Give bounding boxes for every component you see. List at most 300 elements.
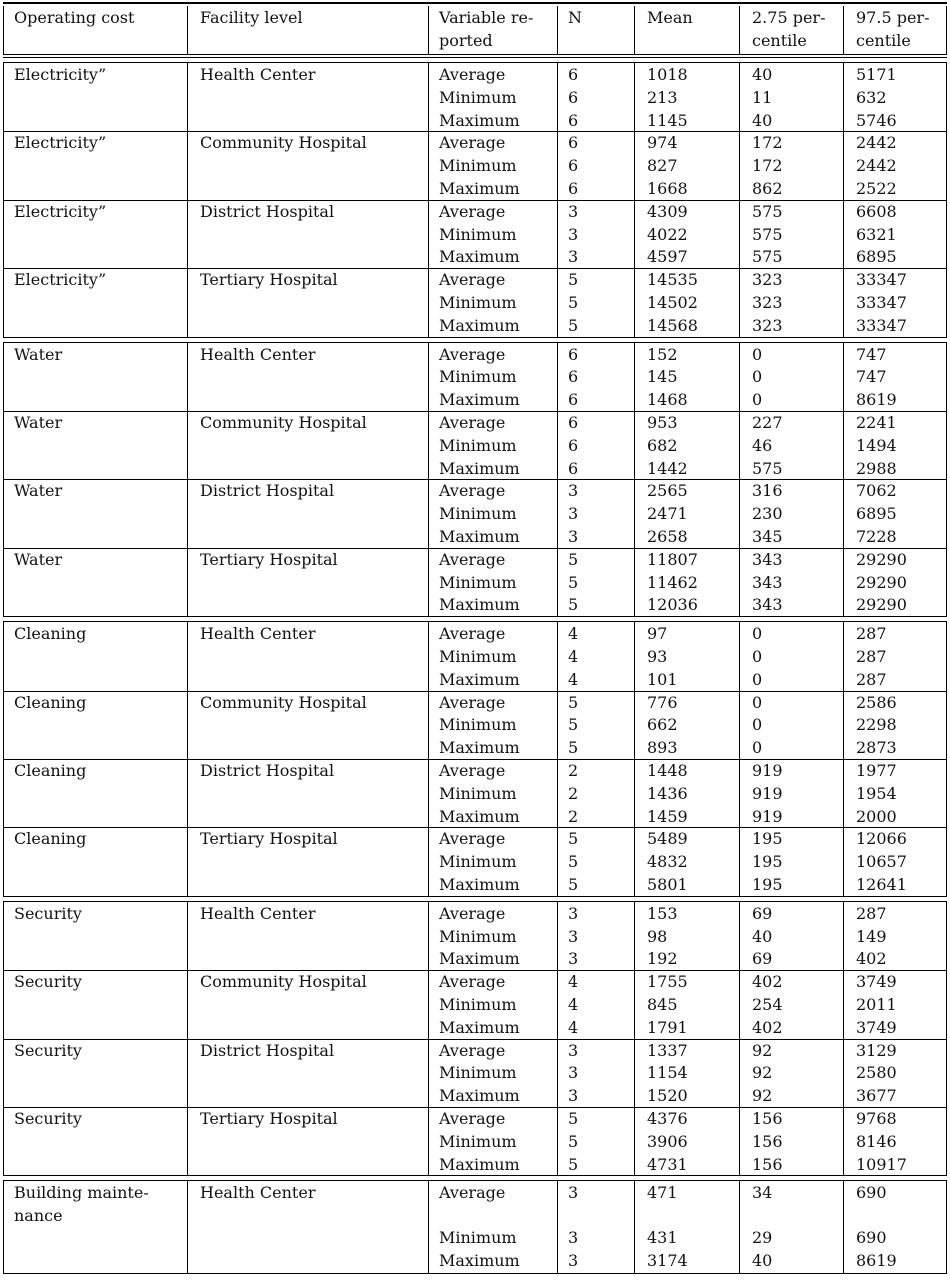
p2-75-cell: 316 xyxy=(752,481,783,501)
p97-5-cell: 29290 xyxy=(856,595,907,615)
n-cell: 5 xyxy=(568,692,579,712)
mean-cell: 1442 xyxy=(647,458,688,478)
p2-75-cell: 254 xyxy=(752,994,783,1014)
column-divider xyxy=(428,1181,429,1272)
n-cell: 6 xyxy=(568,179,579,198)
column-divider xyxy=(557,1181,558,1272)
p97-5-cell: 33347 xyxy=(856,270,907,290)
n-cell: 2 xyxy=(568,783,579,803)
variable-reported-cell: Maximum xyxy=(439,526,520,546)
p97-5-cell: 2298 xyxy=(856,715,897,735)
mean-cell: 682 xyxy=(647,435,678,455)
n-cell: 5 xyxy=(568,315,579,335)
variable-reported-cell: Average xyxy=(439,481,506,501)
p2-75-cell: 92 xyxy=(752,1086,773,1106)
n-cell: 2 xyxy=(568,760,579,780)
p97-5-cell: 2580 xyxy=(856,1063,897,1083)
header-rule xyxy=(3,54,947,55)
p97-5-cell: 2011 xyxy=(856,994,897,1014)
n-cell: 3 xyxy=(568,949,579,969)
p97-5-cell: 12641 xyxy=(856,874,907,894)
column-header: 97.5 per- centile xyxy=(856,8,930,50)
variable-reported-cell: Average xyxy=(439,692,506,712)
variable-reported-cell: Average xyxy=(439,1183,506,1203)
variable-reported-cell: Maximum xyxy=(439,806,520,826)
p97-5-cell: 402 xyxy=(856,949,887,969)
p97-5-cell: 7062 xyxy=(856,481,897,501)
p2-75-cell: 323 xyxy=(752,270,783,290)
mean-cell: 1520 xyxy=(647,1086,688,1106)
mean-cell: 4832 xyxy=(647,852,688,872)
operating-cost-label: Cleaning xyxy=(14,692,87,712)
facility-level-label: Health Center xyxy=(200,624,316,644)
variable-reported-cell: Minimum xyxy=(439,1131,517,1151)
p97-5-cell: 5746 xyxy=(856,110,897,130)
p97-5-cell: 2988 xyxy=(856,458,897,478)
p2-75-cell: 29 xyxy=(752,1227,773,1247)
mean-cell: 1448 xyxy=(647,760,688,780)
variable-reported-cell: Average xyxy=(439,549,506,569)
p2-75-cell: 323 xyxy=(752,293,783,312)
facility-level-label: Health Center xyxy=(200,344,316,364)
mean-cell: 1145 xyxy=(647,110,688,130)
n-cell: 5 xyxy=(568,852,579,872)
p97-5-cell: 8619 xyxy=(856,390,897,410)
operating-cost-label: Water xyxy=(14,412,63,432)
operating-cost-label: Water xyxy=(14,481,63,501)
n-cell: 6 xyxy=(568,65,579,84)
n-cell: 3 xyxy=(568,481,579,501)
mean-cell: 953 xyxy=(647,412,678,432)
variable-reported-cell: Minimum xyxy=(439,1227,517,1247)
p2-75-cell: 0 xyxy=(752,738,763,758)
p2-75-cell: 156 xyxy=(752,1108,783,1128)
p97-5-cell: 6608 xyxy=(856,201,897,221)
n-cell: 5 xyxy=(568,715,579,735)
p97-5-cell: 2442 xyxy=(856,156,897,176)
variable-reported-cell: Minimum xyxy=(439,224,517,244)
variable-reported-cell: Minimum xyxy=(439,994,517,1014)
cost-group xyxy=(3,621,947,897)
p97-5-cell: 3677 xyxy=(856,1086,897,1106)
n-cell: 3 xyxy=(568,1250,579,1270)
cost-group xyxy=(3,342,947,618)
variable-reported-cell: Maximum xyxy=(439,1250,520,1270)
mean-cell: 11807 xyxy=(647,549,698,569)
n-cell: 5 xyxy=(568,595,579,615)
variable-reported-cell: Minimum xyxy=(439,572,517,592)
n-cell: 3 xyxy=(568,1063,579,1083)
operating-cost-label: Electricity” xyxy=(14,65,107,84)
variable-reported-cell: Minimum xyxy=(439,715,517,735)
variable-reported-cell: Average xyxy=(439,65,506,84)
column-divider xyxy=(739,1181,740,1272)
p97-5-cell: 2873 xyxy=(856,738,897,758)
n-cell: 3 xyxy=(568,1183,579,1203)
variable-reported-cell: Average xyxy=(439,829,506,849)
p97-5-cell: 5171 xyxy=(856,65,897,84)
p97-5-cell: 6895 xyxy=(856,504,897,524)
facility-level-label: Tertiary Hospital xyxy=(200,549,338,569)
header-rule xyxy=(3,57,947,58)
p97-5-cell: 2522 xyxy=(856,179,897,198)
mean-cell: 431 xyxy=(647,1227,678,1247)
p97-5-cell: 6321 xyxy=(856,224,897,244)
p97-5-cell: 3129 xyxy=(856,1040,897,1060)
n-cell: 5 xyxy=(568,738,579,758)
operating-cost-label: Cleaning xyxy=(14,624,87,644)
p97-5-cell: 2241 xyxy=(856,412,897,432)
p2-75-cell: 919 xyxy=(752,806,783,826)
variable-reported-cell: Average xyxy=(439,903,506,923)
n-cell: 3 xyxy=(568,1040,579,1060)
n-cell: 6 xyxy=(568,412,579,432)
column-divider xyxy=(843,1181,844,1272)
operating-cost-label: Electricity” xyxy=(14,270,107,290)
n-cell: 4 xyxy=(568,1017,579,1037)
mean-cell: 98 xyxy=(647,926,668,946)
p2-75-cell: 575 xyxy=(752,458,783,478)
column-header: 2.75 per- centile xyxy=(752,8,826,50)
p2-75-cell: 343 xyxy=(752,549,783,569)
operating-cost-label: Water xyxy=(14,344,63,364)
p2-75-cell: 0 xyxy=(752,390,763,410)
facility-level-label: Community Hospital xyxy=(200,692,367,712)
p2-75-cell: 92 xyxy=(752,1063,773,1083)
variable-reported-cell: Maximum xyxy=(439,1086,520,1106)
p2-75-cell: 34 xyxy=(752,1183,773,1203)
mean-cell: 4376 xyxy=(647,1108,688,1128)
facility-level-label: District Hospital xyxy=(200,481,335,501)
p2-75-cell: 40 xyxy=(752,65,773,84)
mean-cell: 4597 xyxy=(647,247,688,267)
p2-75-cell: 156 xyxy=(752,1154,783,1174)
facility-level-label: Tertiary Hospital xyxy=(200,829,338,849)
operating-cost-label: Electricity” xyxy=(14,201,107,221)
n-cell: 4 xyxy=(568,994,579,1014)
p97-5-cell: 690 xyxy=(856,1227,887,1247)
n-cell: 5 xyxy=(568,293,579,312)
mean-cell: 97 xyxy=(647,624,668,644)
n-cell: 5 xyxy=(568,1108,579,1128)
p2-75-cell: 46 xyxy=(752,435,773,455)
n-cell: 3 xyxy=(568,926,579,946)
mean-cell: 2658 xyxy=(647,526,688,546)
p97-5-cell: 29290 xyxy=(856,572,907,592)
mean-cell: 2471 xyxy=(647,504,688,524)
variable-reported-cell: Average xyxy=(439,1040,506,1060)
cost-group xyxy=(3,1180,947,1273)
operating-cost-label: Security xyxy=(14,903,82,923)
n-cell: 5 xyxy=(568,549,579,569)
facility-level-label: Health Center xyxy=(200,1183,316,1203)
p97-5-cell: 149 xyxy=(856,926,887,946)
p97-5-cell: 632 xyxy=(856,87,887,107)
variable-reported-cell: Minimum xyxy=(439,435,517,455)
column-divider xyxy=(634,1181,635,1272)
variable-reported-cell: Average xyxy=(439,270,506,290)
n-cell: 4 xyxy=(568,972,579,992)
variable-reported-cell: Maximum xyxy=(439,1154,520,1174)
variable-reported-cell: Average xyxy=(439,624,506,644)
p97-5-cell: 3749 xyxy=(856,972,897,992)
mean-cell: 1337 xyxy=(647,1040,688,1060)
column-header: Facility level xyxy=(200,8,303,27)
p2-75-cell: 575 xyxy=(752,201,783,221)
facility-level-label: Health Center xyxy=(200,65,316,84)
p2-75-cell: 919 xyxy=(752,760,783,780)
n-cell: 6 xyxy=(568,87,579,107)
table-header xyxy=(3,6,947,54)
mean-cell: 1468 xyxy=(647,390,688,410)
column-header: N xyxy=(568,8,582,27)
p2-75-cell: 40 xyxy=(752,110,773,130)
mean-cell: 1459 xyxy=(647,806,688,826)
p97-5-cell: 287 xyxy=(856,624,887,644)
p2-75-cell: 11 xyxy=(752,87,773,107)
p2-75-cell: 92 xyxy=(752,1040,773,1060)
p2-75-cell: 195 xyxy=(752,852,783,872)
mean-cell: 153 xyxy=(647,903,678,923)
operating-cost-label: Building mainte- nance xyxy=(14,1183,149,1226)
n-cell: 6 xyxy=(568,156,579,176)
mean-cell: 1668 xyxy=(647,179,688,198)
p97-5-cell: 29290 xyxy=(856,549,907,569)
p97-5-cell: 9768 xyxy=(856,1108,897,1128)
variable-reported-cell: Maximum xyxy=(439,669,520,689)
p97-5-cell: 33347 xyxy=(856,315,907,335)
facility-level-label: Community Hospital xyxy=(200,412,367,432)
variable-reported-cell: Maximum xyxy=(439,458,520,478)
facility-level-label: Tertiary Hospital xyxy=(200,1108,338,1128)
n-cell: 6 xyxy=(568,367,579,387)
mean-cell: 93 xyxy=(647,646,668,666)
n-cell: 6 xyxy=(568,133,579,153)
p2-75-cell: 227 xyxy=(752,412,783,432)
header-column-divider xyxy=(739,6,740,54)
n-cell: 5 xyxy=(568,572,579,592)
p97-5-cell: 1954 xyxy=(856,783,897,803)
header-column-divider xyxy=(557,6,558,54)
p2-75-cell: 862 xyxy=(752,179,783,198)
n-cell: 5 xyxy=(568,874,579,894)
n-cell: 3 xyxy=(568,526,579,546)
p97-5-cell: 10917 xyxy=(856,1154,907,1174)
n-cell: 6 xyxy=(568,110,579,130)
p2-75-cell: 0 xyxy=(752,344,763,364)
column-divider xyxy=(187,1181,188,1272)
facility-level-label: Tertiary Hospital xyxy=(200,270,338,290)
p2-75-cell: 230 xyxy=(752,504,783,524)
mean-cell: 5489 xyxy=(647,829,688,849)
p97-5-cell: 33347 xyxy=(856,293,907,312)
mean-cell: 11462 xyxy=(647,572,698,592)
mean-cell: 213 xyxy=(647,87,678,107)
n-cell: 5 xyxy=(568,1131,579,1151)
n-cell: 4 xyxy=(568,646,579,666)
operating-cost-label: Electricity” xyxy=(14,133,107,153)
p2-75-cell: 323 xyxy=(752,315,783,335)
mean-cell: 1154 xyxy=(647,1063,688,1083)
n-cell: 5 xyxy=(568,829,579,849)
table-top-rule xyxy=(3,2,947,4)
p2-75-cell: 172 xyxy=(752,133,783,153)
n-cell: 6 xyxy=(568,390,579,410)
variable-reported-cell: Maximum xyxy=(439,390,520,410)
operating-cost-label: Water xyxy=(14,549,63,569)
p97-5-cell: 287 xyxy=(856,903,887,923)
p97-5-cell: 287 xyxy=(856,669,887,689)
mean-cell: 152 xyxy=(647,344,678,364)
variable-reported-cell: Average xyxy=(439,972,506,992)
mean-cell: 4309 xyxy=(647,201,688,221)
variable-reported-cell: Minimum xyxy=(439,852,517,872)
mean-cell: 471 xyxy=(647,1183,678,1203)
p2-75-cell: 575 xyxy=(752,224,783,244)
p2-75-cell: 40 xyxy=(752,1250,773,1270)
variable-reported-cell: Maximum xyxy=(439,315,520,335)
variable-reported-cell: Maximum xyxy=(439,949,520,969)
p97-5-cell: 747 xyxy=(856,367,887,387)
column-header: Variable re- ported xyxy=(439,8,534,50)
variable-reported-cell: Minimum xyxy=(439,293,517,312)
column-header: Mean xyxy=(647,8,693,27)
variable-reported-cell: Minimum xyxy=(439,504,517,524)
n-cell: 2 xyxy=(568,806,579,826)
variable-reported-cell: Minimum xyxy=(439,646,517,666)
p2-75-cell: 69 xyxy=(752,903,773,923)
mean-cell: 893 xyxy=(647,738,678,758)
mean-cell: 4731 xyxy=(647,1154,688,1174)
facility-level-label: District Hospital xyxy=(200,760,335,780)
mean-cell: 1755 xyxy=(647,972,688,992)
p97-5-cell: 2000 xyxy=(856,806,897,826)
mean-cell: 776 xyxy=(647,692,678,712)
variable-reported-cell: Average xyxy=(439,760,506,780)
variable-reported-cell: Maximum xyxy=(439,247,520,267)
operating-cost-label: Security xyxy=(14,1108,82,1128)
header-column-divider xyxy=(634,6,635,54)
p2-75-cell: 195 xyxy=(752,829,783,849)
variable-reported-cell: Minimum xyxy=(439,1063,517,1083)
mean-cell: 827 xyxy=(647,156,678,176)
p97-5-cell: 6895 xyxy=(856,247,897,267)
n-cell: 4 xyxy=(568,669,579,689)
variable-reported-cell: Average xyxy=(439,344,506,364)
p2-75-cell: 919 xyxy=(752,783,783,803)
variable-reported-cell: Maximum xyxy=(439,595,520,615)
mean-cell: 1018 xyxy=(647,65,688,84)
mean-cell: 12036 xyxy=(647,595,698,615)
p2-75-cell: 40 xyxy=(752,926,773,946)
facility-level-label: District Hospital xyxy=(200,1040,335,1060)
variable-reported-cell: Average xyxy=(439,133,506,153)
operating-cost-label: Security xyxy=(14,972,82,992)
mean-cell: 2565 xyxy=(647,481,688,501)
variable-reported-cell: Average xyxy=(439,412,506,432)
header-column-divider xyxy=(428,6,429,54)
p2-75-cell: 0 xyxy=(752,367,763,387)
variable-reported-cell: Maximum xyxy=(439,874,520,894)
p97-5-cell: 3749 xyxy=(856,1017,897,1037)
n-cell: 3 xyxy=(568,903,579,923)
p2-75-cell: 402 xyxy=(752,972,783,992)
p2-75-cell: 575 xyxy=(752,247,783,267)
mean-cell: 974 xyxy=(647,133,678,153)
mean-cell: 3174 xyxy=(647,1250,688,1270)
p97-5-cell: 12066 xyxy=(856,829,907,849)
p2-75-cell: 0 xyxy=(752,692,763,712)
header-column-divider xyxy=(187,6,188,54)
variable-reported-cell: Minimum xyxy=(439,367,517,387)
n-cell: 3 xyxy=(568,224,579,244)
variable-reported-cell: Maximum xyxy=(439,110,520,130)
facility-level-label: Health Center xyxy=(200,903,316,923)
p2-75-cell: 343 xyxy=(752,595,783,615)
n-cell: 3 xyxy=(568,247,579,267)
p2-75-cell: 172 xyxy=(752,156,783,176)
n-cell: 3 xyxy=(568,1086,579,1106)
p97-5-cell: 7228 xyxy=(856,526,897,546)
operating-cost-label: Cleaning xyxy=(14,829,87,849)
n-cell: 3 xyxy=(568,201,579,221)
p97-5-cell: 747 xyxy=(856,344,887,364)
p2-75-cell: 402 xyxy=(752,1017,783,1037)
variable-reported-cell: Average xyxy=(439,201,506,221)
n-cell: 6 xyxy=(568,435,579,455)
p97-5-cell: 287 xyxy=(856,646,887,666)
p2-75-cell: 343 xyxy=(752,572,783,592)
mean-cell: 662 xyxy=(647,715,678,735)
cost-group xyxy=(3,901,947,1177)
mean-cell: 845 xyxy=(647,994,678,1014)
operating-cost-label: Cleaning xyxy=(14,760,87,780)
variable-reported-cell: Minimum xyxy=(439,87,517,107)
operating-cost-label: Security xyxy=(14,1040,82,1060)
mean-cell: 3906 xyxy=(647,1131,688,1151)
mean-cell: 5801 xyxy=(647,874,688,894)
facility-level-label: Community Hospital xyxy=(200,133,367,153)
variable-reported-cell: Average xyxy=(439,1108,506,1128)
mean-cell: 1791 xyxy=(647,1017,688,1037)
p97-5-cell: 2586 xyxy=(856,692,897,712)
p97-5-cell: 8619 xyxy=(856,1250,897,1270)
mean-cell: 14568 xyxy=(647,315,698,335)
mean-cell: 145 xyxy=(647,367,678,387)
mean-cell: 4022 xyxy=(647,224,688,244)
n-cell: 5 xyxy=(568,270,579,290)
variable-reported-cell: Minimum xyxy=(439,156,517,176)
n-cell: 3 xyxy=(568,1227,579,1247)
n-cell: 3 xyxy=(568,504,579,524)
mean-cell: 1436 xyxy=(647,783,688,803)
p97-5-cell: 1977 xyxy=(856,760,897,780)
variable-reported-cell: Maximum xyxy=(439,179,520,198)
mean-cell: 101 xyxy=(647,669,678,689)
column-header: Operating cost xyxy=(14,8,135,27)
p2-75-cell: 0 xyxy=(752,646,763,666)
p2-75-cell: 69 xyxy=(752,949,773,969)
mean-cell: 192 xyxy=(647,949,678,969)
header-column-divider xyxy=(843,6,844,54)
cost-group xyxy=(3,62,947,338)
n-cell: 6 xyxy=(568,458,579,478)
variable-reported-cell: Minimum xyxy=(439,783,517,803)
n-cell: 5 xyxy=(568,1154,579,1174)
p97-5-cell: 10657 xyxy=(856,852,907,872)
facility-level-label: Community Hospital xyxy=(200,972,367,992)
p97-5-cell: 1494 xyxy=(856,435,897,455)
